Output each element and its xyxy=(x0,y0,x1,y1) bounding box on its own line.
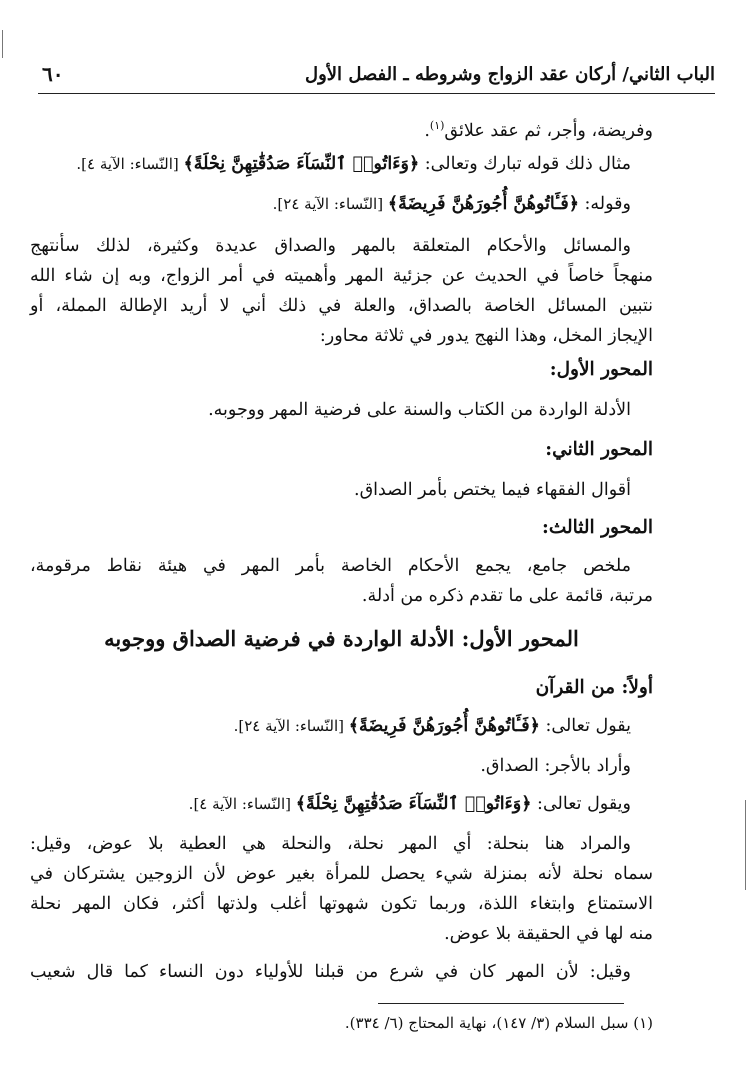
axis-description-1: الأدلة الواردة من الكتاب والسنة على فرضية المهر ووجوبه. xyxy=(208,400,631,420)
paragraph-line: والمسائل والأحكام المتعلقة بالمهر والصداق عديدة وكثيرة، لذلك سأنتهج xyxy=(30,236,631,256)
verse-reference: [النّساء: الآية ٢٤]. xyxy=(233,717,349,735)
paragraph-line: منهجاً خاصاً في الحديث عن جزئية المهر وأهميته في أمر الزواج، وبه إن شاء الله xyxy=(30,266,653,286)
paragraph-line: سماه نحلة لأنه بمنزلة شيء يحصل للمرأة بغير عوض لأن الزوجين يشتركان في xyxy=(30,864,653,884)
paragraph-line: وقيل: لأن المهر كان في شرع من قبلنا للأولياء دون النساء كما قال شعيب xyxy=(30,962,631,982)
footnote-marker[interactable]: (١) xyxy=(429,119,445,132)
axis-heading-2: المحور الثاني: xyxy=(545,439,653,460)
page-number: ٦٠ xyxy=(42,62,64,86)
paragraph-line: الاستمتاع وابتغاء اللذة، وربما تكون شهوتها أغلب ولذتها أكثر، فكان المهر نحلة xyxy=(30,894,653,914)
footnote: (١) سبل السلام (٣/ ١٤٧)، نهاية المحتاج (٦/ ٣٣٤). xyxy=(344,1014,653,1032)
footnote-rule xyxy=(378,1003,624,1004)
page-edge-mark xyxy=(2,30,3,58)
chapter-title: الباب الثاني/ أركان عقد الزواج وشروطه ـ الفصل الأول xyxy=(305,64,715,85)
axis-description-2: أقوال الفقهاء فيما يختص بأمر الصداق. xyxy=(354,480,631,500)
header-rule xyxy=(38,93,715,94)
text-line: مثال ذلك قوله تبارك وتعالى: ﴿وَءَاتُوا۟ ٱلنِّسَآءَ صَدُقَٰتِهِنَّ نِحْلَةً﴾ [النّساء: الآية ٤]. xyxy=(76,154,631,174)
quran-verse: ﴿وَءَاتُوا۟ ٱلنِّسَآءَ صَدُقَٰتِهِنَّ نِحْلَةً﴾ xyxy=(295,794,532,814)
paragraph-line: الإيجاز المخل، وهذا النهج يدور في ثلاثة محاور: xyxy=(319,326,653,346)
quran-verse: ﴿فَـَٔاتُوهُنَّ أُجُورَهُنَّ فَرِيضَةً﴾ xyxy=(387,194,579,214)
verse-reference: [النّساء: الآية ٢٤]. xyxy=(272,195,388,213)
verse-reference: [النّساء: الآية ٤]. xyxy=(76,155,184,173)
axis-heading-1: المحور الأول: xyxy=(549,359,653,380)
section-title: المحور الأول: الأدلة الواردة في فرضية الصداق ووجوبه xyxy=(104,626,579,651)
paragraph-line: مرتبة، قائمة على ما تقدم ذكره من أدلة. xyxy=(361,586,653,606)
paragraph-line: والمراد هنا بنحلة: أي المهر نحلة، والنحلة هي العطية بلا عوض، وقيل: xyxy=(30,834,631,854)
running-header xyxy=(38,58,715,94)
text-line: وفريضة، وأجر، ثم عقد علائق$^{(١)}$. xyxy=(424,119,653,141)
quran-verse: ﴿وَءَاتُوا۟ ٱلنِّسَآءَ صَدُقَٰتِهِنَّ نِحْلَةً﴾ xyxy=(183,154,420,174)
paragraph-line: نتبين المسائل الخاصة بالصداق، والعلة في ذلك أني لا أريد الإطالة المملة، أو xyxy=(30,296,653,316)
text-line: وقوله: ﴿فَـَٔاتُوهُنَّ أُجُورَهُنَّ فَرِيضَةً﴾ [النّساء: الآية ٢٤]. xyxy=(272,194,631,214)
paragraph-line: منه لها في الحقيقة بلا عوض. xyxy=(444,924,653,944)
axis-heading-3: المحور الثالث: xyxy=(542,517,653,538)
verse-reference: [النّساء: الآية ٤]. xyxy=(188,795,296,813)
axis-description-3: ملخص جامع، يجمع الأحكام الخاصة بأمر المهر في هيئة نقاط مرقومة، xyxy=(30,556,631,576)
subsection-heading: أولاً: من القرآن xyxy=(535,677,653,698)
text-line: وأراد بالأجر: الصداق. xyxy=(480,756,631,776)
text-line: ويقول تعالى: ﴿وَءَاتُوا۟ ٱلنِّسَآءَ صَدُقَٰتِهِنَّ نِحْلَةً﴾ [النّساء: الآية ٤]. xyxy=(188,794,631,814)
quran-verse: ﴿فَـَٔاتُوهُنَّ أُجُورَهُنَّ فَرِيضَةً﴾ xyxy=(348,716,540,736)
page-edge-mark xyxy=(745,800,746,890)
text-line: يقول تعالى: ﴿فَـَٔاتُوهُنَّ أُجُورَهُنَّ فَرِيضَةً﴾ [النّساء: الآية ٢٤]. xyxy=(233,716,631,736)
